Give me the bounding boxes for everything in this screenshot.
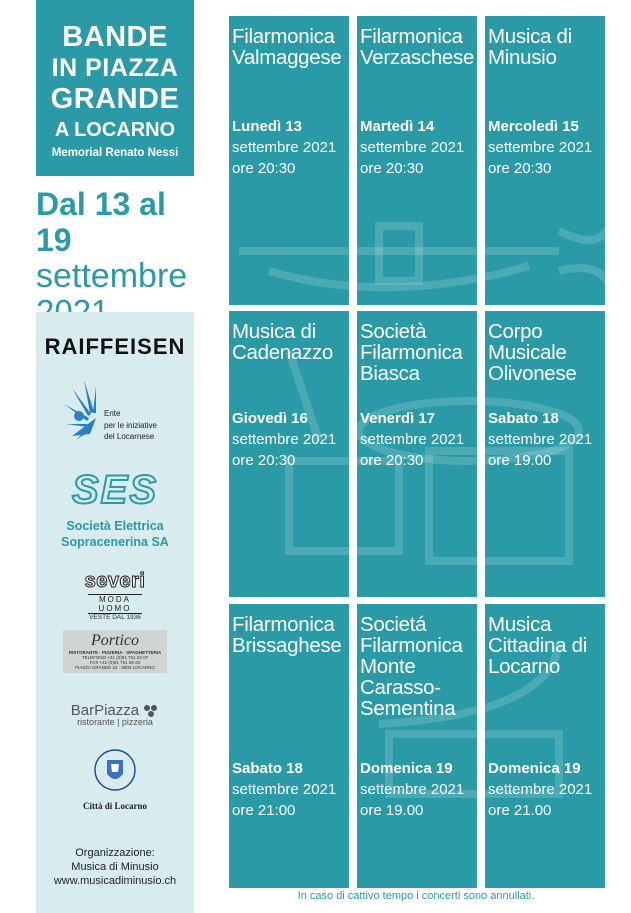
concert-band-name: Società Filarmonica Biasca [360,320,463,385]
locarno-crest-icon [93,748,137,792]
concert-day: Sabato 18 [232,760,303,777]
concert-month: settembre 2021 [232,781,337,798]
concert-band-name: Filarmonica Verzaschese [360,25,475,69]
concert-card [357,311,477,597]
concert-band-name: Musica di Cadenazzo [232,320,334,364]
concert-card [229,604,349,888]
concert-time: ore 20:30 [488,160,552,177]
concert-time: ore 20:30 [232,452,296,469]
concert-day: Venerdì 17 [360,410,436,427]
date-range [36,186,206,330]
raiffeisen-logo: RAIFFEISEN [44,334,186,359]
concert-month: settembre 2021 [232,139,337,156]
memorial-subtitle: Memorial Renato Nessi [51,147,179,159]
concert-day: Lunedì 13 [232,118,303,135]
ente-line-1: Ente [104,409,121,418]
title-line-2: IN PIAZZA [51,54,179,82]
concert-card [485,16,605,305]
portico-box [63,630,167,673]
concert-time: ore 20:30 [232,160,296,177]
ses-logo-text: SES [71,468,159,512]
concert-time: ore 20:30 [360,452,424,469]
ses-logo [36,468,194,550]
concert-info [232,116,336,179]
severi-logo [36,570,194,621]
date-range-line-1: Dal 13 al 19 [36,186,166,258]
portico-logo-text: Portico [91,632,139,649]
concert-month: settembre 2021 [488,139,593,156]
title-line-4: A LOCARNO [54,119,176,141]
concert-info [360,758,464,821]
concert-month: settembre 2021 [360,139,465,156]
ente-line-3: del Locarnese [104,432,155,441]
title-line-1: BANDE [62,21,168,53]
concert-time: ore 21:00 [232,802,296,819]
barpiazza-dots-icon [143,704,159,718]
citta-name: Città di Locarno [83,801,147,811]
ente-star-icon [36,376,194,454]
concert-info [488,116,592,179]
concert-month: settembre 2021 [360,431,465,448]
severi-line-2: VESTE DAL 1936 [89,614,141,621]
concert-time: ore 19.00 [360,802,424,819]
organization-label: Organizzazione: [75,847,155,859]
concert-info [360,408,464,471]
concert-info [488,758,592,821]
concert-day: Domenica 19 [360,760,453,777]
concert-band-name: Musica di Minusio [488,25,572,69]
severi-line-1: MODA UOMO [88,594,142,614]
concert-time: ore 19.00 [488,452,552,469]
concert-info [232,408,336,471]
ses-name-line-1: Società Elettrica [66,519,164,533]
weather-notice: In caso di cattivo tempo i concerti sono annullati. [297,890,535,902]
portico-logo [36,630,194,673]
concert-day: Mercoledì 15 [488,118,579,135]
concert-band-name: Corpo Musicale Olivonese [488,320,577,385]
barpiazza-sub: ristorante | pizzeria [77,717,153,727]
concert-day: Giovedì 16 [232,410,308,427]
barpiazza-piazza: Piazza [94,702,140,719]
concert-card [229,16,349,305]
concert-card [229,311,349,597]
concert-day: Domenica 19 [488,760,581,777]
concert-band-name: Societá Filarmonica Monte Carasso- Sementina [360,613,463,720]
ente-logo [36,376,194,454]
barpiazza-logo [36,702,194,727]
concert-time: ore 21.00 [488,802,552,819]
ente-line-2: per le iniziative [104,421,157,430]
concert-card [485,604,605,888]
portico-line-1: RISTORANTE · PIZZERIA · SPAGHETTERIA [68,650,162,655]
concert-info [488,408,592,471]
sponsors-panel [36,312,194,913]
concert-time: ore 20:30 [360,160,424,177]
title-line-3: GRANDE [50,83,180,115]
concert-month: settembre 2021 [232,431,337,448]
organization-name: Musica di Minusio [71,861,159,873]
concert-band-name: Filarmonica Brissaghese [232,613,342,657]
concert-info [360,116,464,179]
severi-logo-text: severi [84,570,146,592]
concert-day: Martedì 14 [360,118,435,135]
concert-info [232,758,336,821]
portico-line-3: FAX +41 (0)91 751 58 82 [89,660,141,665]
organization-web: www.musicadiminusio.ch [53,875,177,887]
organization [36,846,194,888]
title-box [36,0,194,176]
concert-band-name: Filarmonica Valmaggese [232,25,342,69]
concert-band-name: Musica Cittadina di Locarno [488,613,587,678]
citta-logo [36,748,194,811]
concert-card [485,311,605,597]
date-range-line-2: settembre [36,257,188,295]
ses-name-line-2: Sopracenerina SA [61,535,169,549]
portico-line-2: TELEFONO +41 (0)91 751 23 07 [81,655,149,660]
concert-month: settembre 2021 [488,781,593,798]
concert-card [357,604,477,888]
portico-line-4: PIAZZA GRANDE 22 · 6600 LOCARNO [75,665,155,670]
concert-card [357,16,477,305]
concert-month: settembre 2021 [360,781,465,798]
concert-month: settembre 2021 [488,431,593,448]
concert-day: Sabato 18 [488,410,559,427]
barpiazza-bar: Bar [70,702,95,719]
